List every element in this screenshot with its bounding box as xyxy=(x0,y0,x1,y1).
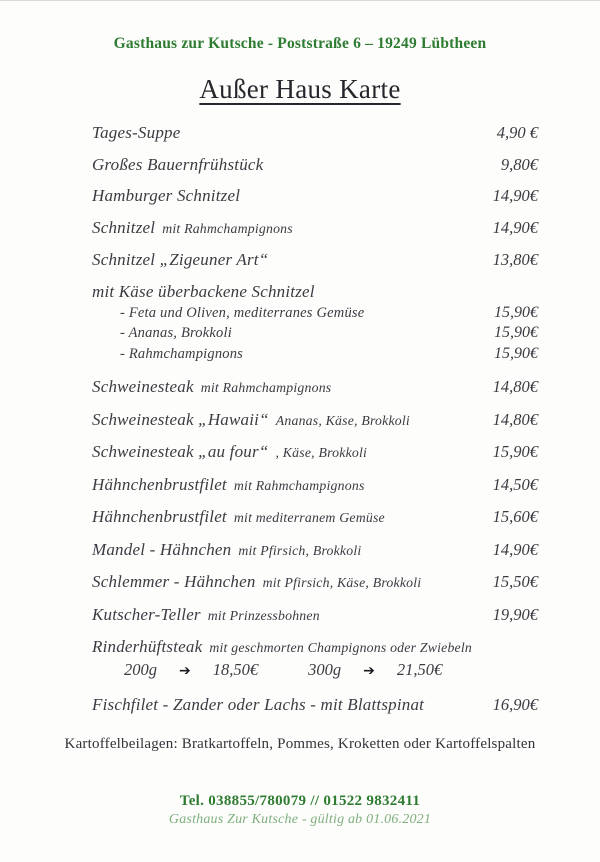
variant-price: 15,90€ xyxy=(494,324,538,341)
menu-item-schnitzel-zigeuner xyxy=(92,249,538,270)
variant-name: - Feta und Oliven, mediterranes Gemüse xyxy=(120,304,365,321)
item-detail: mit mediterranem Gemüse xyxy=(233,510,385,525)
validity-line: Gasthaus Zur Kutsche - gültig ab 01.06.2021 xyxy=(168,812,432,827)
item-name: Hähnchenbrustfilet xyxy=(92,474,227,494)
item-name: Schnitzel „Zigeuner Art“ xyxy=(92,250,269,269)
arrow-right-icon: ➔ xyxy=(179,663,191,679)
item-detail: mit Rahmchampignons xyxy=(162,220,293,236)
page-title: Außer Haus Karte xyxy=(199,74,401,104)
steak-price-200g: 18,50€ xyxy=(212,660,259,679)
item-name: Schweinesteak xyxy=(92,377,194,396)
item-price: 14,90€ xyxy=(492,186,538,205)
item-detail: Ananas, Käse, Brokkoli xyxy=(275,412,410,428)
steak-size-options xyxy=(92,659,538,682)
item-detail: mit Prinzessbohnen xyxy=(207,607,320,623)
item-price: 13,80€ xyxy=(492,250,538,269)
menu-item-mandel-haehnchen xyxy=(92,539,538,561)
group-header xyxy=(92,281,538,302)
menu-item-schweinesteak-aufour xyxy=(92,441,538,463)
menu-list xyxy=(0,122,600,715)
item-detail: mit Rahmchampignons xyxy=(200,380,332,395)
menu-group-ueberbackene-schnitzel xyxy=(92,281,538,365)
item-price: 9,80€ xyxy=(500,154,538,174)
item-name: Schweinesteak „Hawaii“ xyxy=(92,409,269,429)
item-detail: mit Pfirsich, Brokkoli xyxy=(238,542,362,558)
item-detail: mit geschmorten Champignons oder Zwiebeln xyxy=(209,640,473,655)
menu-item-schlemmer-haehnchen xyxy=(92,571,538,593)
variant-price: 15,90€ xyxy=(494,344,538,362)
group-variant xyxy=(92,344,538,365)
item-price: 16,90€ xyxy=(492,695,538,714)
steak-weight-300g: 300g xyxy=(308,660,342,679)
item-name: Kutscher-Teller xyxy=(92,604,201,624)
menu-item-haehnchenbrustfilet-rahm xyxy=(92,474,538,496)
steak-price-300g: 21,50€ xyxy=(396,660,443,679)
item-detail: , Käse, Brokkoli xyxy=(275,445,368,460)
item-price: 14,90€ xyxy=(492,539,538,559)
item-price: 14,80€ xyxy=(492,409,538,429)
phone-line: Tel. 038855/780079 // 01522 9832411 xyxy=(179,793,421,809)
item-name: mit Käse überbackene Schnitzel xyxy=(92,281,315,301)
menu-item-tages-suppe xyxy=(92,122,538,143)
menu-item-kutscher-teller xyxy=(92,604,538,626)
group-variant xyxy=(92,303,538,324)
item-price: 19,90€ xyxy=(492,604,538,624)
item-name: Schlemmer - Hähnchen xyxy=(92,572,256,591)
item-price: 14,80€ xyxy=(492,377,538,396)
arrow-right-icon: ➔ xyxy=(363,663,375,679)
item-name: Hähnchenbrustfilet xyxy=(92,507,227,526)
steak-header xyxy=(92,636,538,658)
item-name: Schweinesteak „au four“ xyxy=(92,442,269,461)
item-name: Schnitzel xyxy=(92,217,156,237)
item-name: Mandel - Hähnchen xyxy=(92,539,232,559)
menu-item-fischfilet xyxy=(92,694,538,715)
item-price: 14,90€ xyxy=(492,217,538,237)
item-name: Fischfilet - Zander oder Lachs - mit Blattspinat xyxy=(92,695,425,714)
item-price: 15,60€ xyxy=(492,507,538,526)
item-name: Hamburger Schnitzel xyxy=(92,186,241,205)
menu-item-haehnchenbrustfilet-mediterran xyxy=(92,506,538,528)
menu-item-schweinesteak-hawaii xyxy=(92,409,538,431)
group-variant xyxy=(92,323,538,344)
restaurant-address-line: Gasthaus zur Kutsche - Poststraße 6 – 19249 Lübtheen xyxy=(113,35,487,52)
menu-item-bauernfruehstueck xyxy=(92,154,538,175)
item-name: Tages-Suppe xyxy=(92,123,181,142)
potato-sides-note: Kartoffelbeilagen: Bratkartoffeln, Pommes, Kroketten oder Kartoffelspalten xyxy=(64,736,536,752)
menu-item-rinderhueftsteak xyxy=(92,636,538,682)
item-name: Rinderhüftsteak xyxy=(92,637,203,656)
menu-item-schnitzel-rahm xyxy=(92,217,538,239)
menu-item-schweinesteak-rahm xyxy=(92,376,538,398)
variant-name: - Ananas, Brokkoli xyxy=(120,325,232,341)
steak-weight-200g: 200g xyxy=(124,660,157,679)
item-price: 14,50€ xyxy=(492,474,538,494)
item-name: Großes Bauernfrühstück xyxy=(92,154,264,174)
variant-name: - Rahmchampignons xyxy=(120,345,244,362)
item-price: 15,50€ xyxy=(492,572,538,591)
variant-price: 15,90€ xyxy=(494,303,538,321)
item-price: 15,90€ xyxy=(492,442,538,461)
item-detail: mit Rahmchampignons xyxy=(233,477,365,493)
item-detail: mit Pfirsich, Käse, Brokkoli xyxy=(262,575,422,590)
item-price: 4,90 € xyxy=(496,123,538,142)
menu-item-hamburger-schnitzel xyxy=(92,185,538,206)
